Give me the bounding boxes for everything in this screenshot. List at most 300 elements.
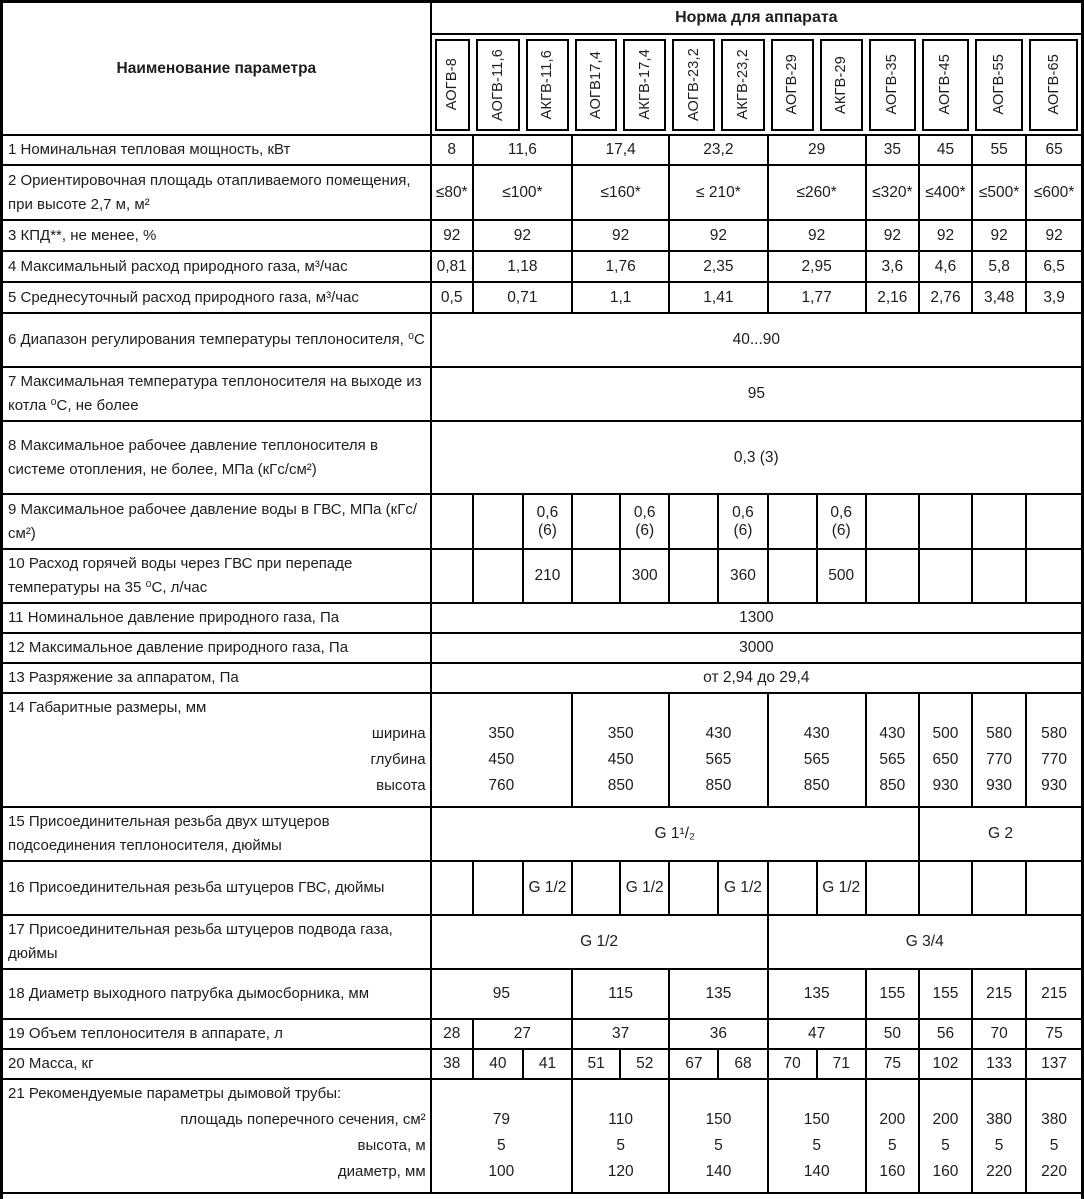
column-header-label: АОГВ-35 xyxy=(884,54,901,115)
value-cell: 2,95 xyxy=(768,251,866,282)
value-cell xyxy=(768,1079,866,1193)
row-label-text: 3 КПД**, не менее, % xyxy=(8,226,157,244)
row-label-text: 14 Габаритные размеры, мм xyxy=(8,699,207,716)
row-label-text: 8 Максимальное рабочее давление теплоносителя в системе отопления, не более, МПа (кГс/см²) xyxy=(8,436,378,478)
value-line: 930 xyxy=(932,777,959,794)
row-sublabel: площадь поперечного сечения, см² xyxy=(180,1111,426,1128)
value-cell: 215 xyxy=(1026,969,1082,1019)
row-label-text: 2 Ориентировочная площадь отапливаемого помещения, при высоте 2,7 м, м² xyxy=(8,171,411,213)
value-line: 930 xyxy=(1041,777,1068,794)
row-label-text: 6 Диапазон регулирования температуры теплоносителя, ⁰С xyxy=(8,331,425,348)
value-cell: 1,41 xyxy=(669,282,767,313)
value-cell: 95 xyxy=(431,969,572,1019)
value-cell xyxy=(768,549,817,603)
value-cell: 67 xyxy=(669,1049,718,1079)
column-header-label: АОГВ-55 xyxy=(991,54,1008,115)
table-row xyxy=(2,633,1083,663)
table-row xyxy=(2,135,1083,165)
table-row xyxy=(2,969,1083,1019)
table-row xyxy=(2,282,1083,313)
value-cell: 1,77 xyxy=(768,282,866,313)
value-line: 580 xyxy=(1041,725,1068,742)
value-cell xyxy=(431,1079,572,1193)
table-row xyxy=(2,807,1083,861)
value-cell: G 1/2 xyxy=(620,861,669,915)
value-cell: ≤400* xyxy=(919,165,972,220)
group-header: Норма для аппарата xyxy=(431,2,1083,35)
value-cell: 0,6 (6) xyxy=(817,494,866,549)
value-cell xyxy=(473,549,523,603)
table-row xyxy=(2,220,1083,251)
value-cell: 2,76 xyxy=(919,282,972,313)
value-line: 160 xyxy=(932,1163,959,1180)
row-label xyxy=(2,633,431,663)
value-cell xyxy=(972,494,1026,549)
value-cell: 2,35 xyxy=(669,251,767,282)
row-sublabel: высота xyxy=(376,777,426,794)
value-cell: ≤260* xyxy=(768,165,866,220)
value-line: 200 xyxy=(879,1111,906,1128)
value-cell: 1300 xyxy=(431,603,1083,633)
column-header-label: АОГВ-65 xyxy=(1045,54,1062,115)
value-cell: 35 xyxy=(866,135,919,165)
value-cell xyxy=(919,549,972,603)
cutoff-row xyxy=(2,1193,1083,1199)
value-cell: 3000 xyxy=(431,633,1083,663)
column-header xyxy=(620,34,669,135)
column-header xyxy=(919,34,972,135)
value-line: 850 xyxy=(607,777,634,794)
value-cell: 17,4 xyxy=(572,135,669,165)
column-header-box xyxy=(575,39,617,131)
value-cell xyxy=(866,861,919,915)
value-line: 200 xyxy=(932,1111,959,1128)
row-label xyxy=(2,1049,431,1079)
value-line: 380 xyxy=(1041,1111,1068,1128)
value-cell: 41 xyxy=(523,1049,572,1079)
table-body xyxy=(2,2,1083,136)
value-cell xyxy=(972,693,1026,807)
value-cell xyxy=(473,861,523,915)
value-cell: ≤100* xyxy=(473,165,572,220)
row-label xyxy=(2,549,431,603)
value-cell xyxy=(473,494,523,549)
column-header xyxy=(866,34,919,135)
value-cell: G 2 xyxy=(919,807,1083,861)
value-cell xyxy=(866,1079,919,1193)
value-cell: 56 xyxy=(919,1019,972,1049)
value-cell: 500 xyxy=(817,549,866,603)
value-cell: 38 xyxy=(431,1049,473,1079)
value-cell: ≤160* xyxy=(572,165,669,220)
row-label-text: 20 Масса, кг xyxy=(8,1055,94,1072)
row-label xyxy=(2,135,431,165)
row-label-text: 17 Присоединительная резьба штуцеров подвода газа, дюймы xyxy=(8,921,393,962)
value-cell: 55 xyxy=(972,135,1026,165)
value-cell: 36 xyxy=(669,1019,767,1049)
table-row xyxy=(2,1079,1083,1193)
value-line: 930 xyxy=(986,777,1013,794)
value-cell: 28 xyxy=(431,1019,473,1049)
column-header xyxy=(473,34,523,135)
row-label-text: 11 Номинальное давление природного газа, Па xyxy=(8,609,340,626)
row-label-text: 7 Максимальная температура теплоносителя на выходе из котла ⁰С, не более xyxy=(8,373,422,414)
value-line: 565 xyxy=(705,751,732,768)
value-cell: 1,76 xyxy=(572,251,669,282)
table-row xyxy=(2,549,1083,603)
value-line: 120 xyxy=(607,1163,634,1180)
value-line: 430 xyxy=(705,725,732,742)
value-cell xyxy=(1026,861,1082,915)
value-cell: 0,81 xyxy=(431,251,473,282)
column-header-box xyxy=(975,39,1023,131)
value-line: 220 xyxy=(1041,1163,1068,1180)
value-cell: 47 xyxy=(768,1019,866,1049)
value-cell: 300 xyxy=(620,549,669,603)
value-cell: G 1¹/₂ xyxy=(431,807,919,861)
column-header-label: АОГВ17,4 xyxy=(588,50,605,119)
value-line: 5 xyxy=(616,1137,625,1154)
value-line: 5 xyxy=(497,1137,506,1154)
value-cell: 4,6 xyxy=(919,251,972,282)
value-line: 150 xyxy=(705,1111,732,1128)
value-cell: 3,6 xyxy=(866,251,919,282)
column-header-label: АОГВ-45 xyxy=(937,54,954,115)
value-cell xyxy=(431,549,473,603)
value-cell: 75 xyxy=(866,1049,919,1079)
value-cell xyxy=(669,1079,767,1193)
value-cell: 155 xyxy=(866,969,919,1019)
value-line: 160 xyxy=(879,1163,906,1180)
column-header-label: АОГВ-23,2 xyxy=(685,47,702,121)
value-cell: 92 xyxy=(572,220,669,251)
value-cell: 29 xyxy=(768,135,866,165)
row-label xyxy=(2,663,431,693)
value-cell: 92 xyxy=(972,220,1026,251)
table-row xyxy=(2,421,1083,494)
value-cell: 135 xyxy=(669,969,767,1019)
value-cell: 70 xyxy=(768,1049,817,1079)
value-cell: 210 xyxy=(523,549,572,603)
value-cell: 0,3 (3) xyxy=(431,421,1083,494)
value-cell: 0,6 (6) xyxy=(620,494,669,549)
value-line: 760 xyxy=(488,777,515,794)
value-cell: от 2,94 до 29,4 xyxy=(431,663,1083,693)
table-row xyxy=(2,251,1083,282)
value-line: 650 xyxy=(932,751,959,768)
value-cell xyxy=(572,494,620,549)
value-line: 380 xyxy=(986,1111,1013,1128)
corner-header: Наименование параметра xyxy=(2,2,431,136)
row-label xyxy=(2,861,431,915)
value-cell xyxy=(919,693,972,807)
value-line: 110 xyxy=(608,1111,633,1128)
value-cell xyxy=(919,861,972,915)
value-cell: 40...90 xyxy=(431,313,1083,367)
row-label-text: 16 Присоединительная резьба штуцеров ГВС, дюймы xyxy=(8,879,385,896)
value-cell: 11,6 xyxy=(473,135,572,165)
row-label xyxy=(2,313,431,367)
value-line: 350 xyxy=(607,725,634,742)
value-cell: 3,48 xyxy=(972,282,1026,313)
row-label-text: 10 Расход горячей воды через ГВС при перепаде температуры на 35 ⁰С, л/час xyxy=(8,555,353,596)
column-header xyxy=(669,34,718,135)
row-label-text: 19 Объем теплоносителя в аппарате, л xyxy=(8,1025,283,1042)
value-cell: ≤320* xyxy=(866,165,919,220)
row-label xyxy=(2,603,431,633)
column-header xyxy=(572,34,620,135)
row-label xyxy=(2,1079,431,1193)
value-cell: 45 xyxy=(919,135,972,165)
value-cell xyxy=(768,861,817,915)
column-header-label: АКГВ-11,6 xyxy=(539,49,556,120)
value-cell: 155 xyxy=(919,969,972,1019)
value-cell: G 1/2 xyxy=(431,915,768,969)
value-line: 5 xyxy=(714,1137,723,1154)
value-cell xyxy=(669,549,718,603)
column-header-label: АКГВ-23,2 xyxy=(734,49,751,120)
row-label xyxy=(2,220,431,251)
value-cell: 115 xyxy=(572,969,669,1019)
row-sublabel: ширина xyxy=(371,725,426,742)
value-cell: 3,9 xyxy=(1026,282,1082,313)
value-line: 5 xyxy=(888,1137,897,1154)
value-line: 5 xyxy=(812,1137,821,1154)
value-line: 100 xyxy=(488,1163,515,1180)
value-line: 770 xyxy=(1041,751,1068,768)
value-cell: 360 xyxy=(718,549,767,603)
value-cell xyxy=(866,693,919,807)
table-row xyxy=(2,861,1083,915)
value-line: 770 xyxy=(986,751,1013,768)
value-cell xyxy=(919,494,972,549)
value-line: 580 xyxy=(986,725,1013,742)
value-cell: 5,8 xyxy=(972,251,1026,282)
row-label-text: 15 Присоединительная резьба двух штуцеров подсоединения теплоносителя, дюймы xyxy=(8,813,330,854)
value-cell: 40 xyxy=(473,1049,523,1079)
row-label-text: 18 Диаметр выходного патрубка дымосборника, мм xyxy=(8,985,370,1002)
column-header-label: АОГВ-8 xyxy=(444,58,461,111)
row-label-text: 21 Рекомендуемые параметры дымовой трубы: xyxy=(8,1085,342,1102)
value-cell: 65 xyxy=(1026,135,1082,165)
value-line: 5 xyxy=(1049,1137,1059,1154)
value-cell: ≤ 210* xyxy=(669,165,767,220)
value-line: 5 xyxy=(941,1137,950,1154)
value-line: 150 xyxy=(803,1111,830,1128)
column-header xyxy=(718,34,767,135)
value-cell xyxy=(866,494,919,549)
value-cell: 92 xyxy=(431,220,473,251)
table-row xyxy=(2,1019,1083,1049)
column-header xyxy=(1026,34,1082,135)
row-label xyxy=(2,1019,431,1049)
value-cell: 68 xyxy=(718,1049,767,1079)
row-label xyxy=(2,969,431,1019)
column-header-label: АКГВ-17,4 xyxy=(636,49,653,120)
value-cell xyxy=(1026,549,1082,603)
column-header-box xyxy=(820,39,863,131)
value-line: 565 xyxy=(803,751,830,768)
table-row xyxy=(2,603,1083,633)
column-header-label: АОГВ-29 xyxy=(784,54,801,115)
value-cell: 137 xyxy=(1026,1049,1082,1079)
value-line: 850 xyxy=(879,777,906,794)
value-line: 430 xyxy=(803,725,830,742)
value-cell xyxy=(669,693,767,807)
value-line: 350 xyxy=(488,725,515,742)
value-cell: 92 xyxy=(768,220,866,251)
value-cell: 215 xyxy=(972,969,1026,1019)
value-cell: G 1/2 xyxy=(523,861,572,915)
cutoff-cell xyxy=(2,1193,1083,1199)
table-row xyxy=(2,1049,1083,1079)
value-cell: 2,16 xyxy=(866,282,919,313)
value-cell xyxy=(919,1079,972,1193)
column-header-box xyxy=(869,39,916,131)
table-row xyxy=(2,494,1083,549)
row-label-text: 9 Максимальное рабочее давление воды в ГВС, МПа (кГс/см²) xyxy=(8,500,418,542)
value-cell: 92 xyxy=(1026,220,1082,251)
value-cell xyxy=(972,549,1026,603)
value-cell: 135 xyxy=(768,969,866,1019)
value-cell: 75 xyxy=(1026,1019,1082,1049)
header-row-top xyxy=(2,2,1083,35)
column-header-box xyxy=(435,39,470,131)
value-line: 140 xyxy=(803,1163,830,1180)
column-header xyxy=(431,34,473,135)
value-cell: 102 xyxy=(919,1049,972,1079)
value-cell xyxy=(431,861,473,915)
value-cell: 50 xyxy=(866,1019,919,1049)
table-row xyxy=(2,693,1083,807)
value-cell: ≤600* xyxy=(1026,165,1082,220)
table-row xyxy=(2,915,1083,969)
row-label-text: 4 Максимальный расход природного газа, м³/час xyxy=(8,257,348,275)
value-cell: 0,5 xyxy=(431,282,473,313)
table-row xyxy=(2,367,1083,421)
value-cell xyxy=(431,494,473,549)
row-label-text: 13 Разряжение за аппаратом, Па xyxy=(8,669,239,686)
column-header-label: АКГВ-29 xyxy=(833,55,850,114)
row-label xyxy=(2,165,431,220)
value-cell xyxy=(768,494,817,549)
row-label xyxy=(2,494,431,549)
value-cell: 92 xyxy=(866,220,919,251)
value-cell xyxy=(572,1079,669,1193)
value-line: 450 xyxy=(488,751,515,768)
value-cell xyxy=(972,1079,1026,1193)
row-label xyxy=(2,282,431,313)
column-header-box xyxy=(922,39,969,131)
row-label xyxy=(2,421,431,494)
column-header-box xyxy=(476,39,520,131)
row-label-text: 1 Номинальная тепловая мощность, кВт xyxy=(8,141,291,158)
value-cell xyxy=(572,861,620,915)
value-cell xyxy=(431,693,572,807)
value-cell: 52 xyxy=(620,1049,669,1079)
row-label-text: 5 Среднесуточный расход природного газа, м³/час xyxy=(8,288,359,306)
value-line: 79 xyxy=(492,1111,510,1128)
rows-body xyxy=(2,135,1083,1193)
value-line: 850 xyxy=(803,777,830,794)
value-cell xyxy=(572,549,620,603)
value-cell: ≤80* xyxy=(431,165,473,220)
column-header-box xyxy=(771,39,814,131)
value-cell: 1,1 xyxy=(572,282,669,313)
table-row xyxy=(2,663,1083,693)
column-header-label: АОГВ-11,6 xyxy=(489,48,506,121)
value-cell xyxy=(669,861,718,915)
column-header-box xyxy=(672,39,715,131)
value-cell xyxy=(866,549,919,603)
value-cell: 95 xyxy=(431,367,1083,421)
column-header-box xyxy=(1029,39,1078,131)
row-sublabel: высота, м xyxy=(357,1137,426,1154)
value-line: 565 xyxy=(879,751,906,768)
column-header-box xyxy=(721,39,764,131)
value-line: 850 xyxy=(705,777,732,794)
value-cell: 23,2 xyxy=(669,135,767,165)
value-cell: 8 xyxy=(431,135,473,165)
value-cell: G 1/2 xyxy=(718,861,767,915)
value-cell xyxy=(1026,1079,1082,1193)
value-cell: G 3/4 xyxy=(768,915,1083,969)
table-row xyxy=(2,165,1083,220)
column-header xyxy=(972,34,1026,135)
value-cell: 51 xyxy=(572,1049,620,1079)
column-header-box xyxy=(623,39,666,131)
row-label xyxy=(2,693,431,807)
value-cell: 133 xyxy=(972,1049,1026,1079)
value-line: 500 xyxy=(932,725,959,742)
value-cell: 92 xyxy=(473,220,572,251)
column-header xyxy=(523,34,572,135)
value-cell xyxy=(768,693,866,807)
row-label xyxy=(2,251,431,282)
value-cell xyxy=(669,494,718,549)
value-cell: 37 xyxy=(572,1019,669,1049)
value-cell: 0,71 xyxy=(473,282,572,313)
value-line: 140 xyxy=(705,1163,732,1180)
value-cell: 71 xyxy=(817,1049,866,1079)
row-label xyxy=(2,367,431,421)
value-cell: 0,6 (6) xyxy=(523,494,572,549)
value-cell: 92 xyxy=(919,220,972,251)
value-cell xyxy=(972,861,1026,915)
row-sublabel: диаметр, мм xyxy=(337,1163,426,1180)
value-cell: 0,6 (6) xyxy=(718,494,767,549)
row-label-text: 12 Максимальное давление природного газа, Па xyxy=(8,639,349,656)
value-cell xyxy=(572,693,669,807)
column-header xyxy=(817,34,866,135)
column-header xyxy=(768,34,817,135)
row-label xyxy=(2,915,431,969)
value-cell xyxy=(1026,693,1082,807)
value-line: 5 xyxy=(994,1137,1004,1154)
value-cell: 27 xyxy=(473,1019,572,1049)
table-row xyxy=(2,313,1083,367)
value-line: 430 xyxy=(879,725,906,742)
value-cell: 92 xyxy=(669,220,767,251)
value-cell: 6,5 xyxy=(1026,251,1082,282)
value-cell: G 1/2 xyxy=(817,861,866,915)
value-cell xyxy=(1026,494,1082,549)
value-line: 220 xyxy=(986,1163,1013,1180)
value-cell: 70 xyxy=(972,1019,1026,1049)
value-cell: ≤500* xyxy=(972,165,1026,220)
column-header-box xyxy=(526,39,569,131)
value-cell: 1,18 xyxy=(473,251,572,282)
